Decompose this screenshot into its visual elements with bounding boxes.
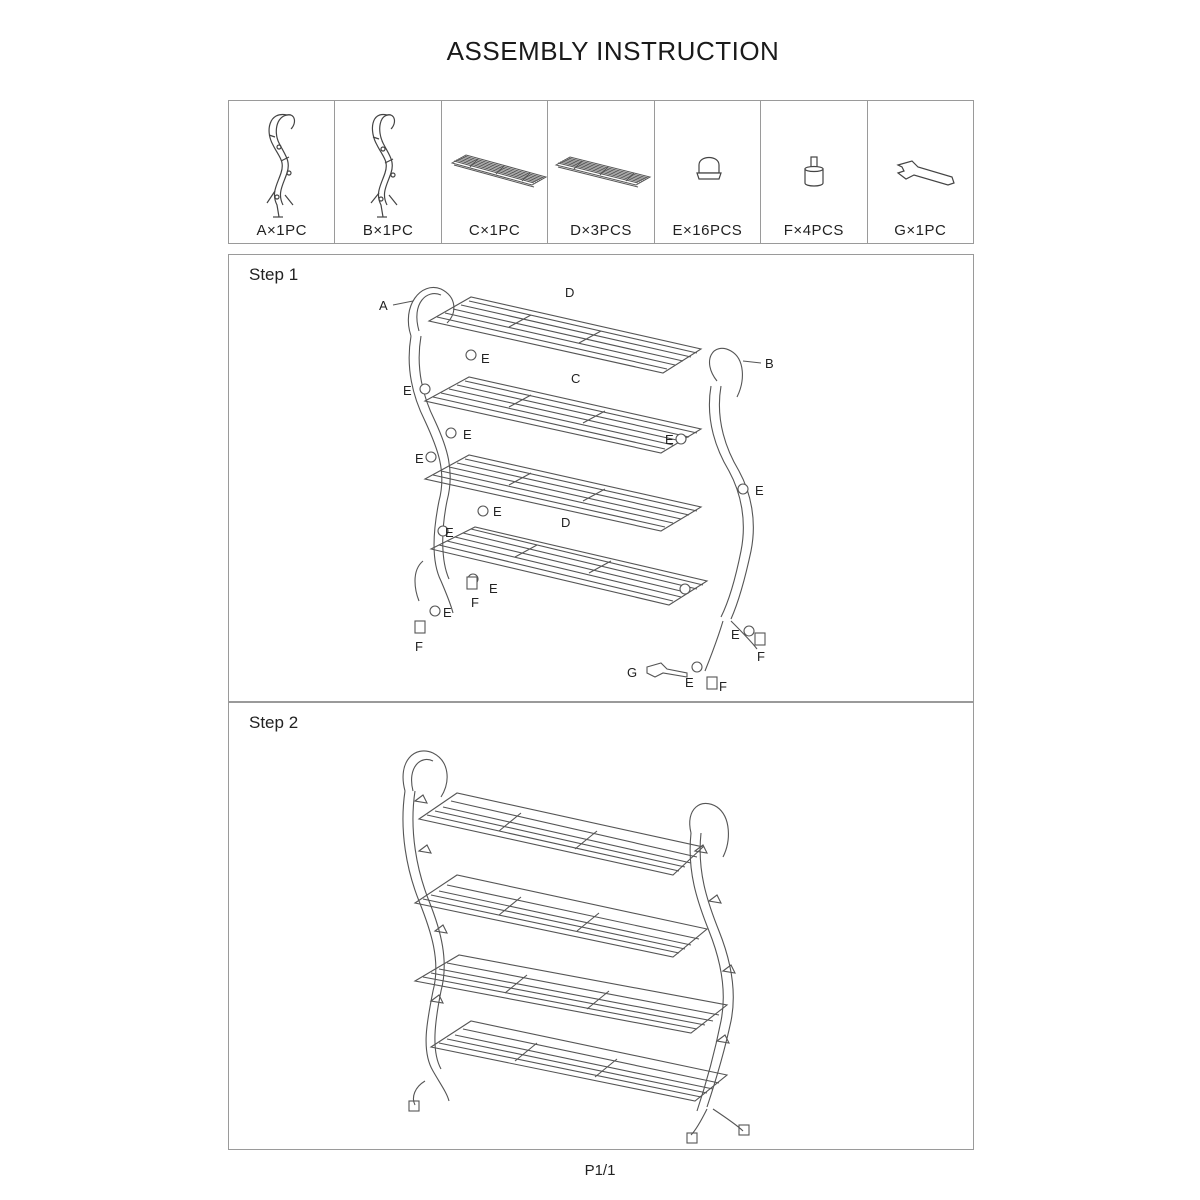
part-c	[442, 101, 548, 243]
callout-b: B	[765, 356, 774, 371]
callout-e: E	[731, 627, 740, 642]
part-a	[229, 101, 335, 243]
callout-f: F	[719, 679, 727, 694]
part-b	[335, 101, 441, 243]
callout-e: E	[445, 525, 454, 540]
callout-e: E	[685, 675, 694, 690]
parts-list	[228, 100, 974, 244]
part-label: E×16PCS	[672, 222, 743, 239]
callout-e: E	[443, 605, 452, 620]
exploded-assembly-diagram	[229, 255, 975, 703]
callout-e: E	[493, 504, 502, 519]
callout-d: D	[561, 515, 571, 530]
step-2-panel	[228, 702, 974, 1150]
callout-c: C	[571, 371, 581, 386]
callout-d: D	[565, 285, 575, 300]
document-title: ASSEMBLY INSTRUCTION	[446, 36, 780, 66]
part-label: G×1PC	[894, 222, 947, 239]
part-label: F×4PCS	[783, 222, 844, 239]
callout-e: E	[415, 451, 424, 466]
callout-f: F	[415, 639, 423, 654]
part-label: C×1PC	[468, 222, 521, 239]
step-1-label: Step 1	[249, 265, 299, 284]
callout-g: G	[627, 665, 638, 680]
callout-e: E	[463, 427, 472, 442]
step-2-label: Step 2	[249, 713, 299, 732]
callout-a: A	[379, 298, 388, 313]
part-label: D×3PCS	[570, 222, 632, 239]
callout-e: E	[403, 383, 412, 398]
callout-e: E	[489, 581, 498, 596]
assembled-rack-diagram	[229, 703, 975, 1151]
callout-f: F	[757, 649, 765, 664]
callout-f: F	[471, 595, 479, 610]
callout-e: E	[755, 483, 764, 498]
part-e	[655, 101, 761, 243]
part-label: A×1PC	[256, 222, 307, 239]
part-label: B×1PC	[362, 222, 414, 239]
part-g	[868, 101, 973, 243]
callout-e: E	[481, 351, 490, 366]
callout-e: E	[665, 432, 674, 447]
page-number: P1/1	[584, 1162, 616, 1179]
part-f	[761, 101, 867, 243]
step-1-panel	[228, 254, 974, 702]
part-d	[548, 101, 654, 243]
